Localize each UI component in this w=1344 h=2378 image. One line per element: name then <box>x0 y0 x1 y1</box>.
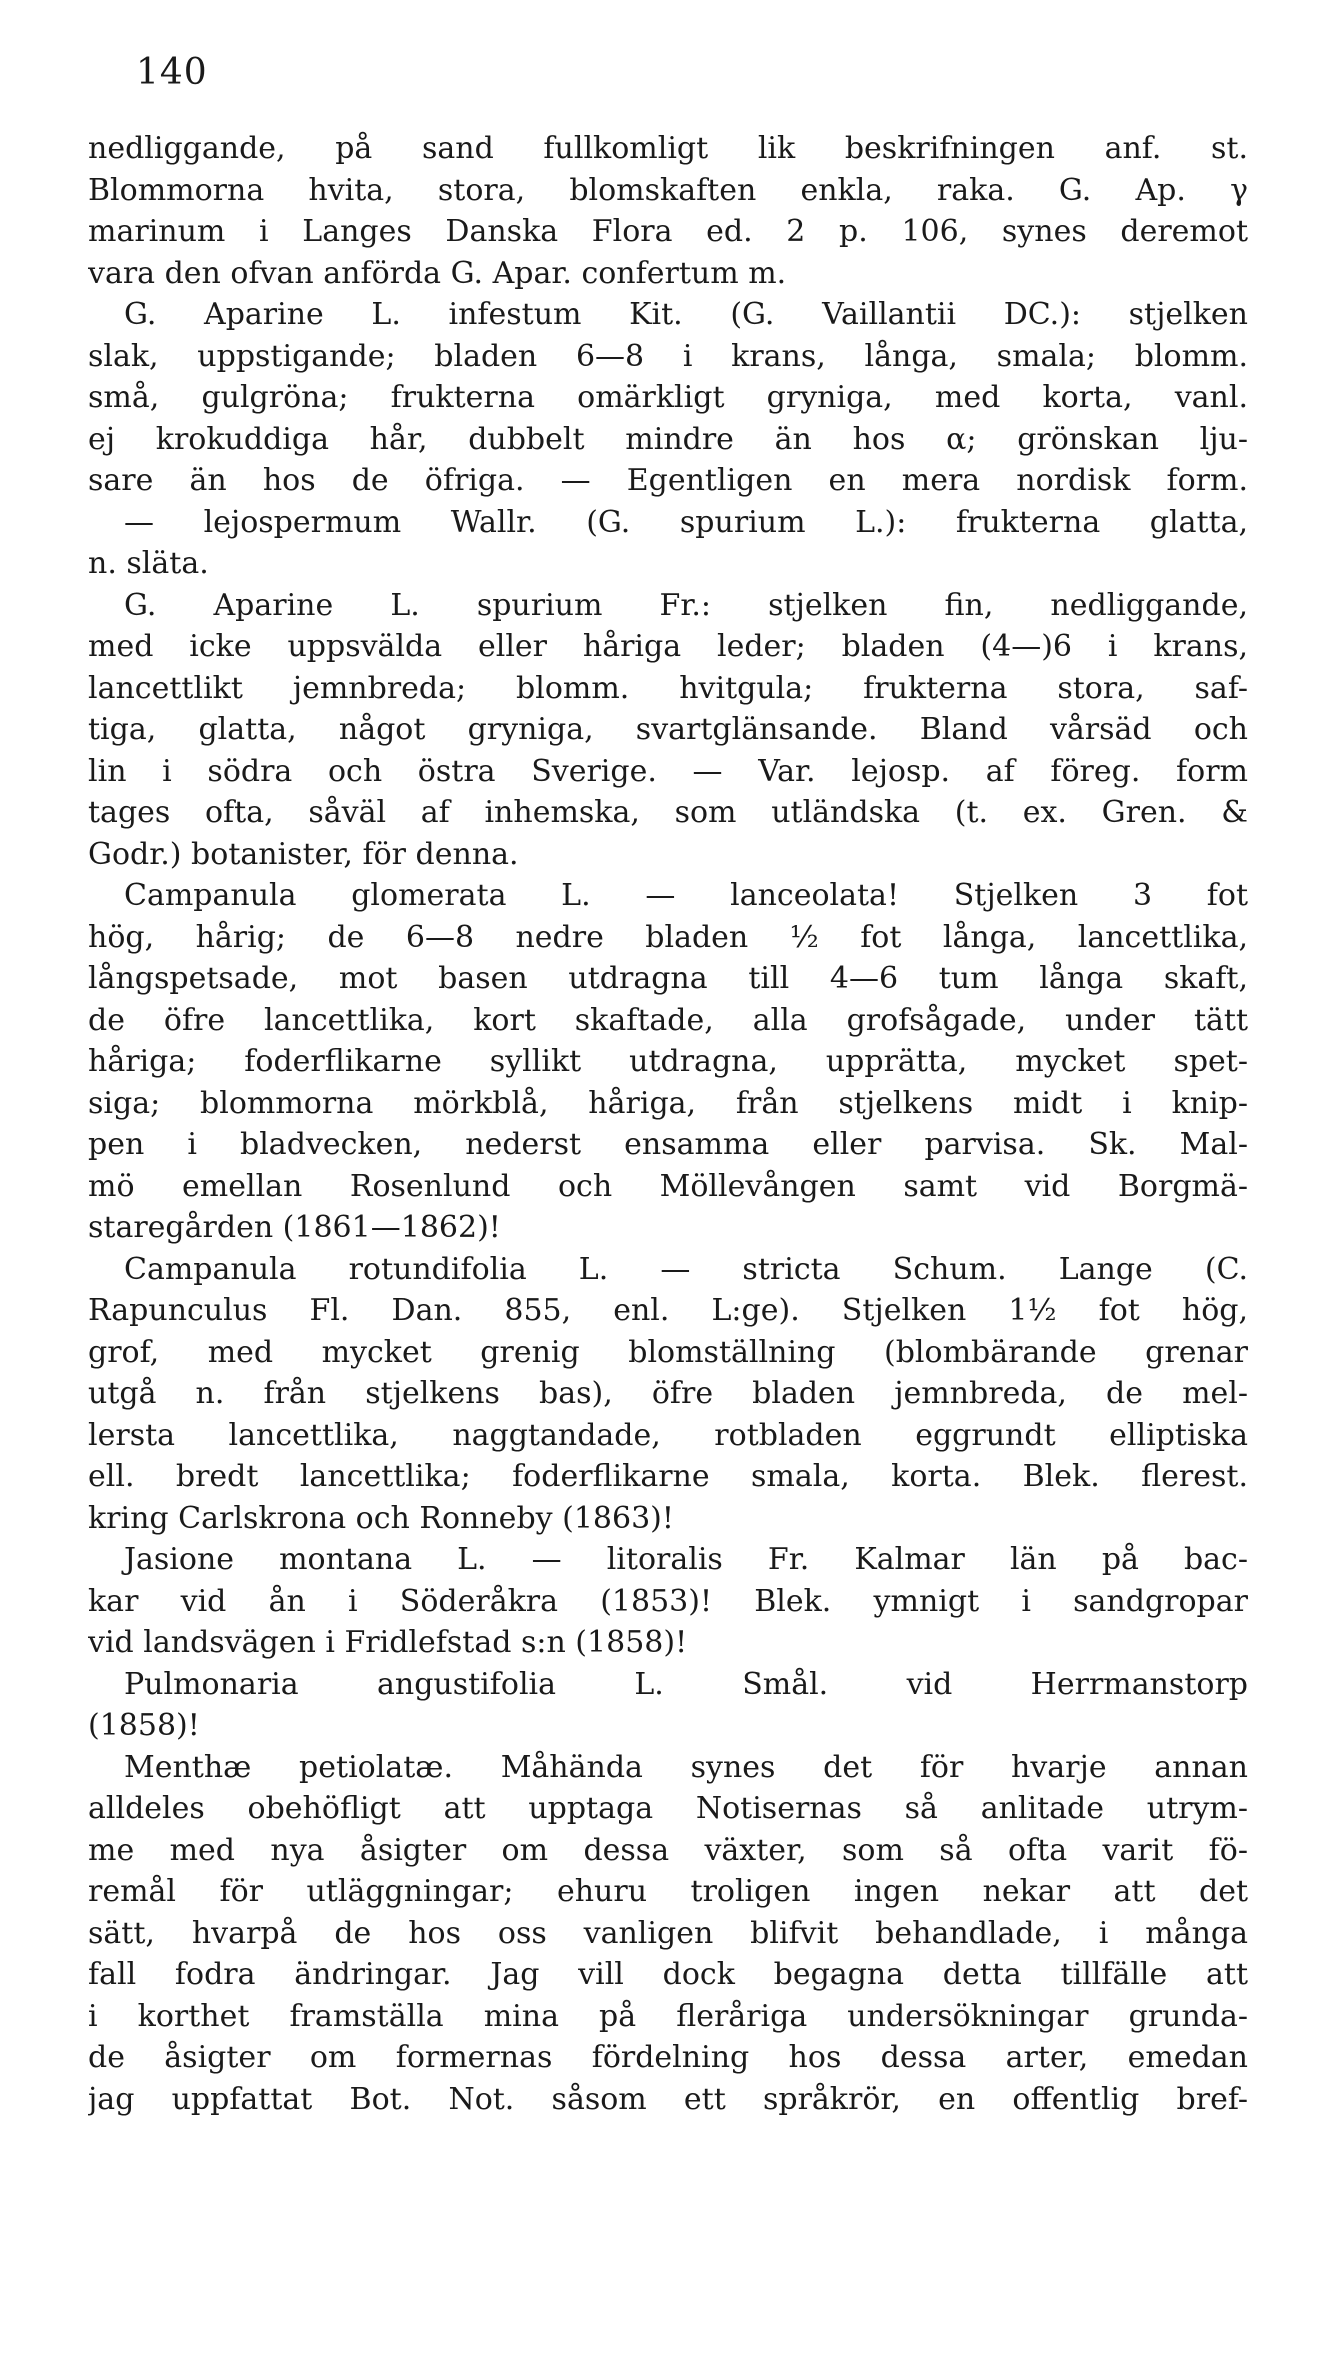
text-line: Menthæ petiolatæ. Måhända synes det för hvarje annan <box>124 1749 1248 1785</box>
text-line: siga; blommorna mörkblå, håriga, från stjelkens midt i knip- <box>88 1085 1248 1121</box>
text-line: utgå n. från stjelkens bas), öfre bladen jemnbreda, de mel- <box>88 1376 1248 1411</box>
text-line: i korthet framställa mina på fleråriga undersökningar grunda- <box>88 1998 1248 2034</box>
text-line: marinum i Langes Danska Flora ed. 2 p. 106, synes deremot <box>88 214 1248 249</box>
text-line: nedliggande, på sand fullkomligt lik beskrifningen anf. st. <box>88 131 1248 166</box>
text-line: remål för utläggningar; ehuru troligen ingen nekar att det <box>88 1874 1248 1909</box>
text-line: ej krokuddiga hår, dubbelt mindre än hos α; grönskan lju- <box>88 421 1248 457</box>
text-line: n. släta. <box>88 546 209 581</box>
text-line: pen i bladvecken, nederst ensamma eller parvisa. Sk. Mal- <box>88 1127 1248 1162</box>
text-line: slak, uppstigande; bladen 6—8 i krans, långa, smala; blomm. <box>88 338 1248 374</box>
text-line: Campanula rotundifolia L. — stricta Schum. Lange (C. <box>124 1251 1248 1287</box>
text-line: Pulmonaria angustifolia L. Smål. vid Herrmanstorp <box>124 1666 1248 1702</box>
text-line: tages ofta, såväl af inhemska, som utländska (t. ex. Gren. & <box>88 795 1248 830</box>
text-line: Blommorna hvita, stora, blomskaften enkla, raka. G. Ap. γ <box>88 172 1248 208</box>
text-line: hög, hårig; de 6—8 nedre bladen ½ fot långa, lancettlika, <box>88 919 1248 955</box>
text-line: jag uppfattat Bot. Not. såsom ett språkrör, en offentlig bref- <box>88 2081 1248 2117</box>
text-line: G. Aparine L. infestum Kit. (G. Vaillantii DC.): stjelken <box>124 297 1248 332</box>
text-line: (1858)! <box>88 1708 200 1743</box>
text-line: me med nya åsigter om dessa växter, som så ofta varit fö- <box>88 1832 1248 1868</box>
text-line: G. Aparine L. spurium Fr.: stjelken fin, nedliggande, <box>124 587 1248 623</box>
text-line: små, gulgröna; frukterna omärkligt gryniga, med korta, vanl. <box>88 380 1248 415</box>
page-number: 140 <box>136 52 208 93</box>
text-line: vara den ofvan anförda G. Apar. confertum m. <box>88 255 787 291</box>
text-line: tiga, glatta, något gryniga, svartglänsande. Bland vårsäd och <box>88 712 1248 747</box>
text-line: kring Carlskrona och Ronneby (1863)! <box>88 1500 674 1536</box>
text-line: de öfre lancettlika, kort skaftade, alla grofsågade, under tätt <box>88 1002 1248 1038</box>
text-line: ell. bredt lancettlika; foderflikarne smala, korta. Blek. flerest. <box>88 1459 1248 1494</box>
text-line: lin i södra och östra Sverige. — Var. lejosp. af föreg. form <box>88 753 1248 789</box>
text-line: staregården (1861—1862)! <box>88 1210 501 1245</box>
text-line: lancettlikt jemnbreda; blomm. hvitgula; frukterna stora, saf- <box>88 670 1248 706</box>
text-line: vid landsvägen i Fridlefstad s:n (1858)! <box>88 1625 688 1660</box>
text-line: alldeles obehöfligt att upptaga Notisernas så anlitade utrym- <box>88 1791 1248 1826</box>
text-line: kar vid ån i Söderåkra (1853)! Blek. ymnigt i sandgropar <box>88 1583 1248 1619</box>
text-line: håriga; foderflikarne syllikt utdragna, upprätta, mycket spet- <box>88 1044 1248 1079</box>
text-line: med icke uppsvälda eller håriga leder; bladen (4—)6 i krans, <box>88 629 1248 664</box>
text-line: Jasione montana L. — litoralis Fr. Kalmar län på bac- <box>124 1542 1248 1577</box>
body-text <box>88 128 1248 2120</box>
text-line: långspetsade, mot basen utdragna till 4—6 tum långa skaft, <box>88 961 1248 996</box>
text-line: Campanula glomerata L. — lanceolata! Stjelken 3 fot <box>124 878 1248 913</box>
text-line: — lejospermum Wallr. (G. spurium L.): frukterna glatta, <box>124 504 1248 540</box>
text-line: de åsigter om formernas fördelning hos dessa arter, emedan <box>88 2040 1248 2075</box>
text-line: grof, med mycket grenig blomställning (blombärande grenar <box>88 1334 1248 1370</box>
text-line: Godr.) botanister, för denna. <box>88 836 519 872</box>
text-line: sätt, hvarpå de hos oss vanligen blifvit behandlade, i många <box>88 1915 1248 1951</box>
text-line: sare än hos de öfriga. — Egentligen en mera nordisk form. <box>88 463 1248 498</box>
text-line: Rapunculus Fl. Dan. 855, enl. L:ge). Stjelken 1½ fot hög, <box>88 1293 1248 1328</box>
text-line: lersta lancettlika, naggtandade, rotbladen eggrundt elliptiska <box>88 1417 1248 1453</box>
text-line: mö emellan Rosenlund och Möllevången samt vid Borgmä- <box>88 1168 1248 1204</box>
text-line: fall fodra ändringar. Jag vill dock begagna detta tillfälle att <box>88 1957 1248 1992</box>
